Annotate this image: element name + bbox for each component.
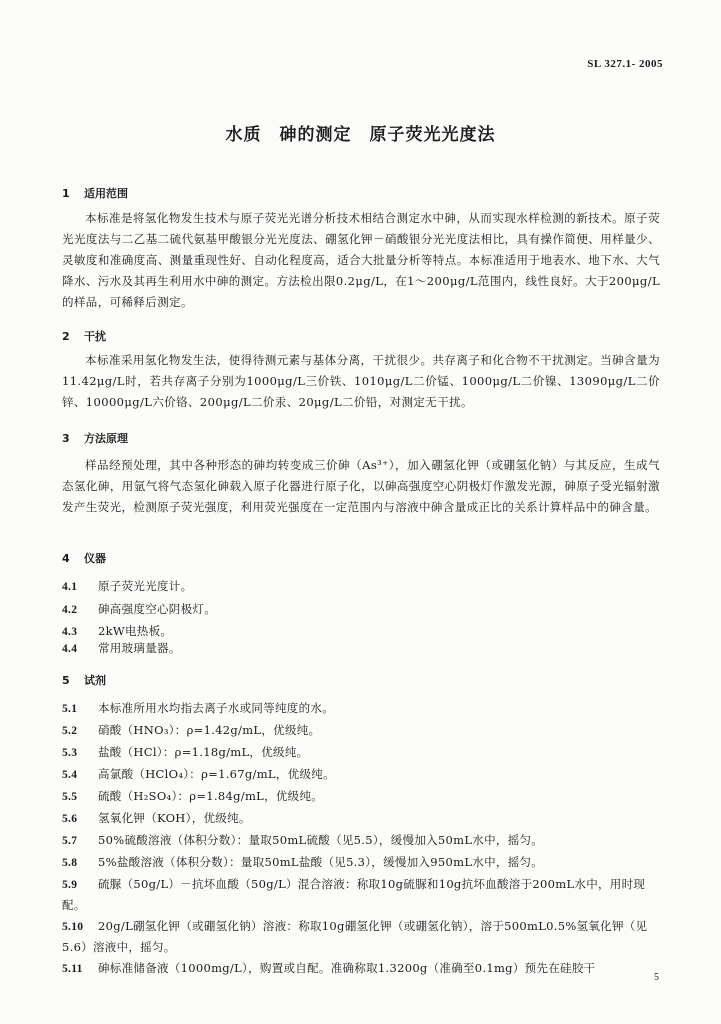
list-item [62,599,662,620]
item-text: 硫酸（H₂SO₄）：ρ=1.84g/mL，优级纯。 [98,789,324,803]
item-text: 砷高强度空心阴极灯。 [98,602,216,616]
list-item [62,576,662,597]
list-item [62,698,662,719]
item-number: 5.10 [62,921,84,933]
section-title: 仪器 [84,552,106,565]
item-number: 4.2 [62,604,78,616]
list-item [62,720,662,741]
section-heading-interference [62,328,106,344]
item-text: 硫脲（50g/L）－抗坏血酸（50g/L）混合溶液：称取10g硫脲和10g抗坏血酸溶于200mL水中，用时现配。 [62,877,646,912]
item-number: 4.1 [62,581,78,593]
section-number: 1 [62,187,70,200]
document-title [0,120,721,145]
item-number: 4.4 [62,643,78,655]
section-text-scope: 本标准是将氢化物发生技术与原子荧光光谱分析技术相结合测定水中砷，从而实现水样检测的新技术。原子荧光光度法与二乙基二硫代氨基甲酸银分光光度法、硼氢化钾－硝酸银分光光度法相比，具有操作简便、用样量少、灵敏度和准确度高、测量重现性好、自动化程度高，适合大批量分析等特点。本标准适用于地表水、地下水、大气降水、污水及其再生利用水中砷的测定。方法检出限0.2μg/L，在1～200μg/L范围内，线性良好。大于200μg/L的样品，可稀释后测定。 [62,211,660,309]
item-text: 2kW电热板。 [98,624,173,638]
title-part-3: 原子荧光光度法 [369,125,496,145]
list-item [62,830,662,851]
item-text: 常用玻璃量器。 [98,641,181,655]
section-title: 方法原理 [84,432,128,445]
list-item [62,916,662,957]
item-text: 原子荧光光度计。 [98,579,193,593]
list-item [62,852,662,873]
item-number: 5.5 [62,791,78,803]
standard-code: SL 327.1- 2005 [587,58,663,70]
item-text: 本标准所用水均指去离子水或同等纯度的水。 [98,701,334,715]
list-item [62,742,662,763]
section-text-interference: 本标准采用氢化物发生法，使得待测元素与基体分离，干扰很少。共存离子和化合物不干扰测定。当砷含量为11.42μg/L时，若共存离子分别为1000μg/L三价铁、1010μg/L二价锰、1000μg/L二价镍、13090μg/L二价锌、10000μg/L六价铬、200μg/L二价汞、20μg/L二价铅，对测定无干扰。 [62,353,660,409]
section-text-principle: 样品经预处理，其中各种形态的砷均转变成三价砷（As³⁺），加入硼氢化钾（或硼氢化钠）与其反应，生成气态氢化砷，用氩气将气态氢化砷载入原子化器进行原子化，以砷高强度空心阴极灯作激发光源，砷原子受光辐射激发产生荧光，检测原子荧光强度，利用荧光强度在一定范围内与溶液中砷含量成正比的关系计算样品中的砷含量。 [62,458,660,514]
item-text: 盐酸（HCl）：ρ=1.18g/mL，优级纯。 [98,745,309,759]
item-number: 5.4 [62,769,78,781]
item-text: 20g/L硼氢化钾（或硼氢化钠）溶液：称取10g硼氢化钾（或硼氢化钠），溶于500mL0.5%氢氧化钾（见5.6）溶液中，摇匀。 [62,919,648,954]
list-item [62,764,662,785]
section-heading-scope [62,185,128,201]
item-number: 5.2 [62,725,78,737]
section-heading-reagents [62,672,106,688]
item-number: 4.3 [62,626,78,638]
item-text: 高氯酸（HClO₄）：ρ=1.67g/mL，优级纯。 [98,767,335,781]
item-text: 硝酸（HNO₃）：ρ=1.42g/mL，优级纯。 [98,723,321,737]
item-number: 5.1 [62,703,78,715]
page-number: 5 [654,972,659,983]
title-part-1: 水质 [225,125,262,145]
section-number: 3 [62,432,70,445]
item-number: 5.3 [62,747,78,759]
list-item [62,958,662,979]
item-number: 5.9 [62,879,78,891]
item-number: 5.6 [62,813,78,825]
section-title: 适用范围 [84,187,128,200]
list-item [62,786,662,807]
item-text: 氢氧化钾（KOH），优级纯。 [98,811,251,825]
list-item [62,874,662,915]
item-text: 5%盐酸溶液（体积分数）：量取50mL盐酸（见5.3），缓慢加入950mL水中，摇匀。 [98,855,544,869]
item-number: 5.7 [62,835,78,847]
section-number: 4 [62,552,70,565]
list-item [62,808,662,829]
item-number: 5.11 [62,963,83,975]
item-text: 50%硫酸溶液（体积分数）：量取50mL硫酸（见5.5），缓慢加入50mL水中，摇匀。 [98,833,544,847]
item-text: 砷标准储备液（1000mg/L），购置或自配。准确称取1.3200g（准确至0.1mg）预先在硅胶干 [98,961,596,975]
section-title: 干扰 [84,330,106,343]
section-title: 试剂 [84,674,106,687]
item-number: 5.8 [62,857,78,869]
section-heading-apparatus [62,550,106,566]
section-heading-principle [62,430,128,446]
list-item [62,638,662,659]
section-number: 5 [62,674,70,687]
section-number: 2 [62,330,70,343]
title-part-2: 砷的测定 [279,125,352,145]
